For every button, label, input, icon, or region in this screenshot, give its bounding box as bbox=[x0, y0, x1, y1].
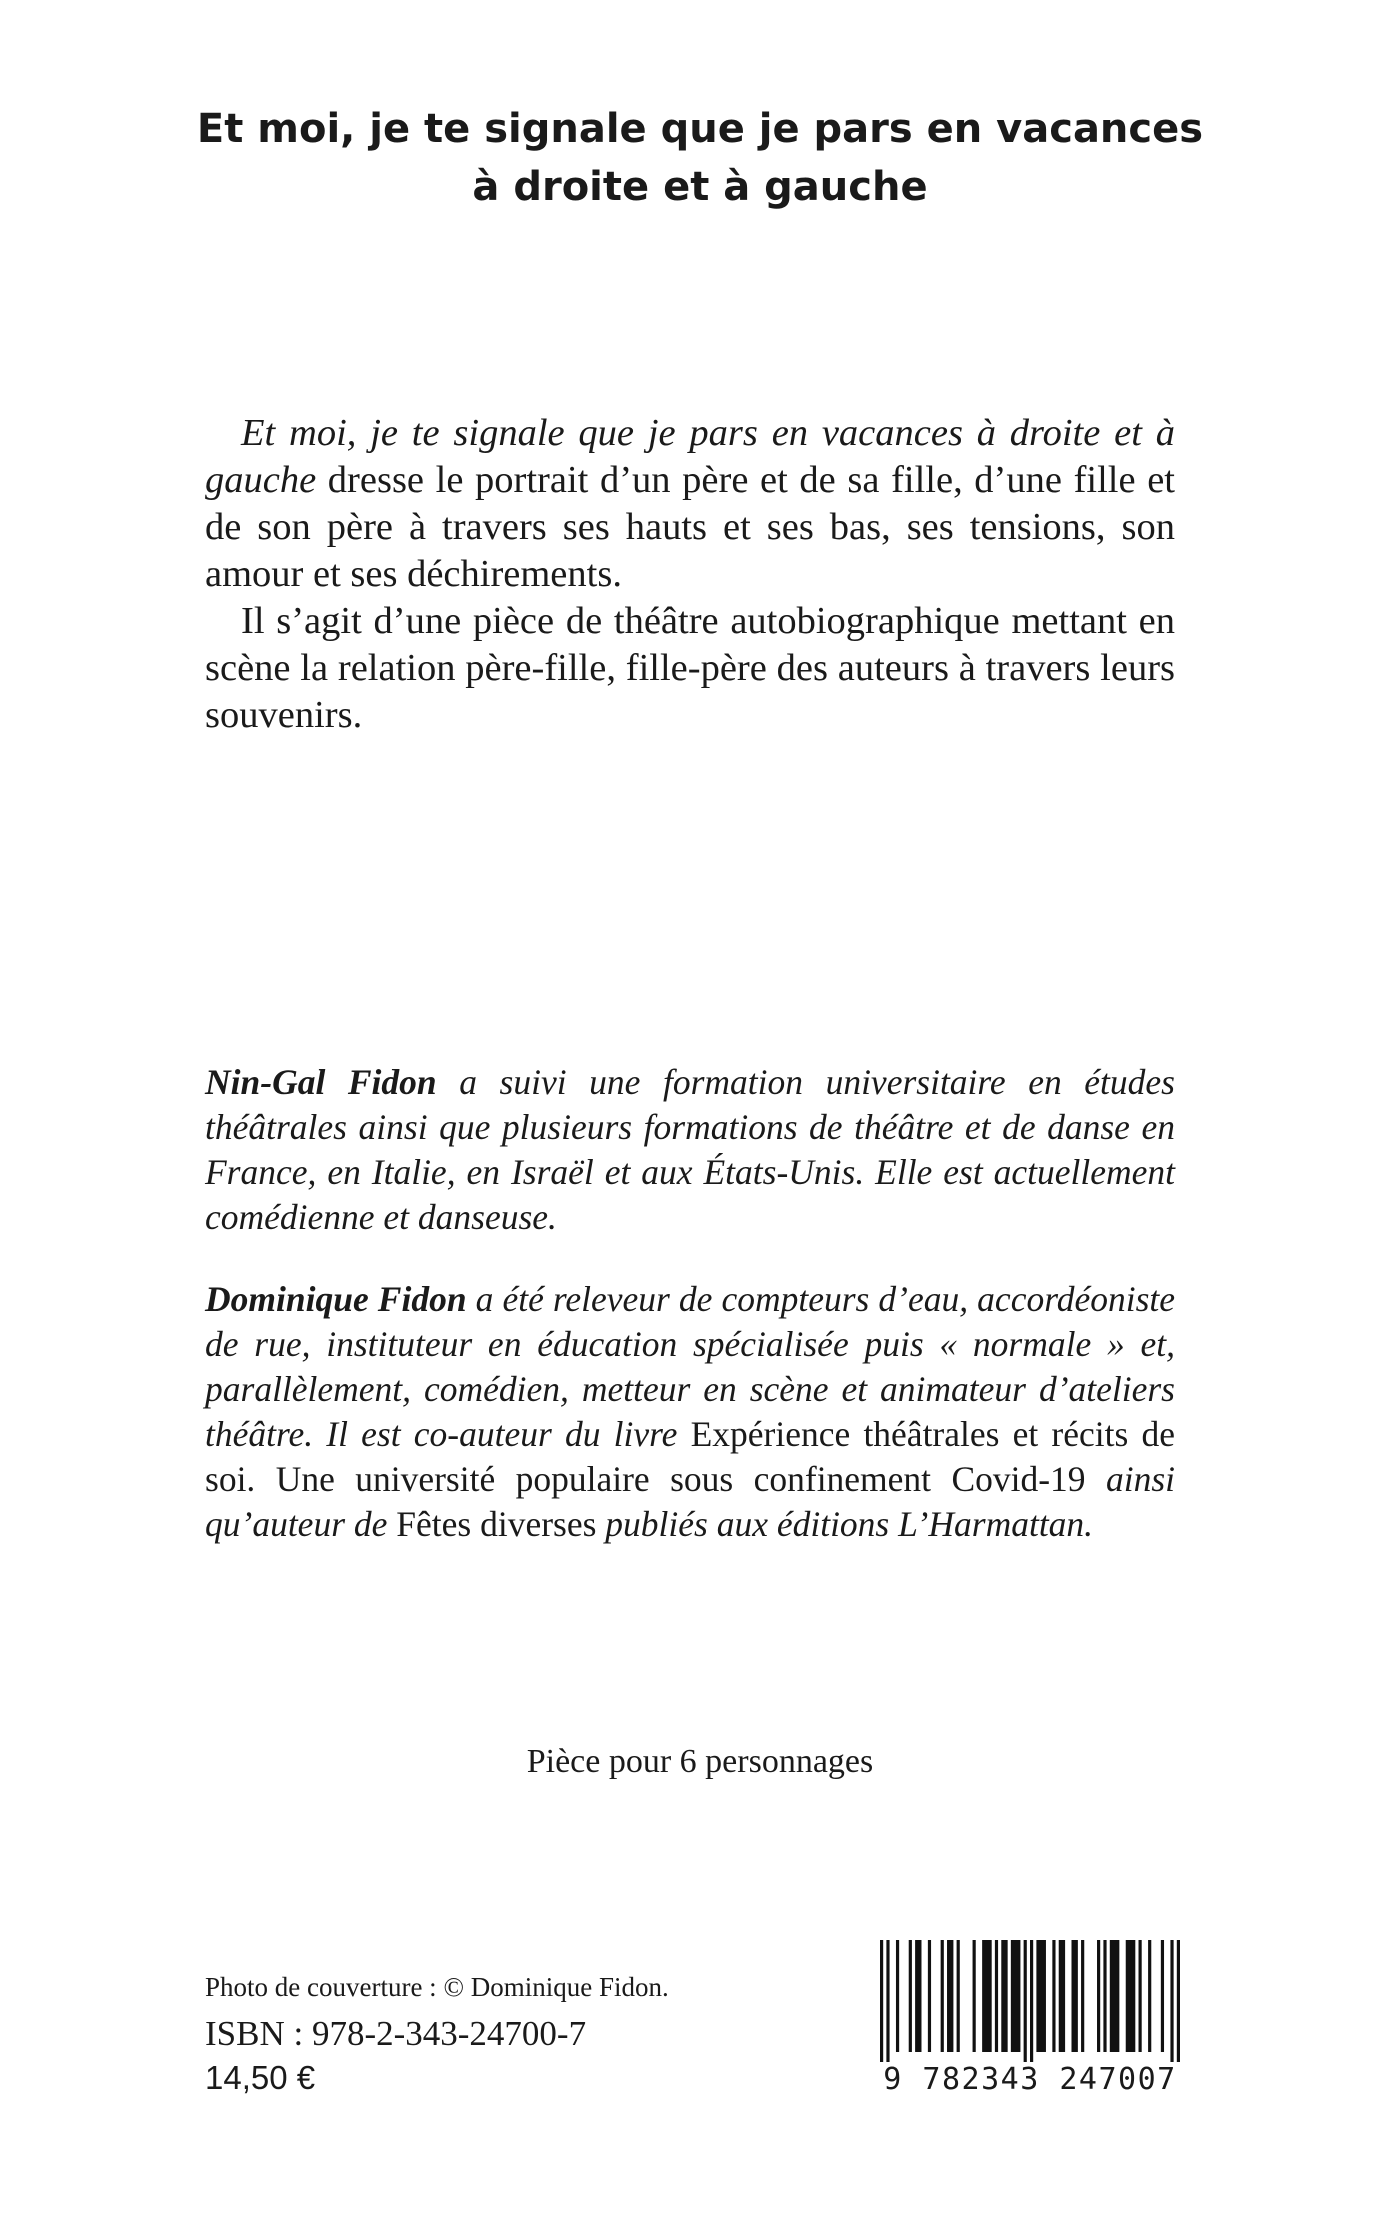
isbn: ISBN : 978-2-343-24700-7 bbox=[205, 2014, 587, 2053]
price: 14,50 € bbox=[205, 2059, 316, 2096]
author-bio-dominique-text-3: publiés aux éditions L’Harmattan. bbox=[596, 1504, 1094, 1544]
barcode-bar bbox=[982, 1940, 992, 2052]
book-title-experience: Expérience théâtrales et récits de soi. Une université populaire sous confinement Covid-19 bbox=[205, 1414, 1176, 1499]
barcode-bar bbox=[880, 1940, 883, 2062]
barcode-bar bbox=[1052, 1940, 1055, 2052]
barcode-bar bbox=[941, 1940, 944, 2052]
author-bio-nin-gal bbox=[205, 1060, 1175, 1240]
barcode-bar bbox=[1001, 1940, 1007, 2052]
barcode-bar bbox=[973, 1940, 976, 2052]
title-line-2: à droite et à gauche bbox=[472, 164, 928, 210]
book-title-fetes-diverses: Fêtes diverses bbox=[396, 1504, 597, 1544]
barcode-bar bbox=[995, 1940, 998, 2052]
barcode-bar bbox=[1059, 1940, 1065, 2052]
title-line-1: Et moi, je te signale que je pars en vacances bbox=[196, 106, 1204, 152]
barcode-bar bbox=[1071, 1940, 1077, 2052]
author-bio-dominique-text-2: ainsi qu’auteur de bbox=[205, 1459, 1176, 1544]
summary-title-italic: Et moi, je te signale que je pars en vacances à droite et à gauche bbox=[205, 412, 1175, 501]
barcode-bar bbox=[1126, 1940, 1136, 2052]
barcode-bar bbox=[1161, 1940, 1164, 2052]
cast-count: Pièce pour 6 personnages bbox=[526, 1743, 874, 1780]
barcode-bar bbox=[1139, 1940, 1142, 2052]
barcode-bar bbox=[957, 1940, 960, 2052]
summary bbox=[205, 410, 1175, 739]
barcode-bar bbox=[1024, 1940, 1027, 2062]
barcode-bar bbox=[909, 1940, 912, 2052]
barcode-bar bbox=[886, 1940, 889, 2062]
author-bio-dominique-text-1: a été releveur de compteurs d’eau, accordéoniste de rue, instituteur en éducation spécialisée puis « normale » et, parallèlement, comédien, metteur en scène et animateur d’ateliers théâtre. Il est co-auteur du livre bbox=[205, 1279, 1175, 1454]
summary-paragraph-1 bbox=[205, 410, 1175, 598]
author-bio-nin-gal-text: a suivi une formation universitaire en études théâtrales ainsi que plusieurs formations de théâtre et de danse en France, en Italie, en Israël et aux États-Unis. Elle est actuellement comédienne et danseuse. bbox=[205, 1062, 1175, 1237]
summary-paragraph-1-text: dresse le portrait d’un père et de sa fille, d’une fille et de son père à travers ses hauts et ses bas, ses tensions, son amour et ses déchirements. bbox=[205, 459, 1175, 595]
barcode-bar bbox=[1110, 1940, 1120, 2052]
summary-paragraph-2: Il s’agit d’une pièce de théâtre autobiographique mettant en scène la relation père-fille, fille-père des auteurs à travers leurs souvenirs. bbox=[205, 600, 1175, 736]
barcode-bar bbox=[1011, 1940, 1021, 2052]
barcode-bar bbox=[1103, 1940, 1106, 2052]
barcode-bar bbox=[1170, 1940, 1173, 2062]
barcode-bar bbox=[928, 1940, 931, 2052]
barcode bbox=[880, 1940, 1180, 2108]
photo-credit: Photo de couverture : © Dominique Fidon. bbox=[205, 1972, 669, 2002]
barcode-bar bbox=[1030, 1940, 1033, 2062]
barcode-bar bbox=[896, 1940, 899, 2052]
author-name-nin-gal: Nin-Gal Fidon bbox=[205, 1062, 437, 1102]
barcode-bar bbox=[947, 1940, 953, 2052]
barcode-bar bbox=[1177, 1940, 1180, 2062]
barcode-bars bbox=[880, 1940, 1180, 2062]
barcode-bar bbox=[1097, 1940, 1100, 2052]
barcode-digits: 9 782343 247007 bbox=[883, 2062, 1177, 2097]
barcode-bar bbox=[1036, 1940, 1046, 2052]
book-title bbox=[150, 100, 1250, 216]
barcode-bar bbox=[1148, 1940, 1151, 2052]
author-name-dominique: Dominique Fidon bbox=[205, 1279, 467, 1319]
author-bio-dominique bbox=[205, 1277, 1175, 1547]
barcode-bar bbox=[915, 1940, 921, 2052]
barcode-bar bbox=[1081, 1940, 1084, 2052]
